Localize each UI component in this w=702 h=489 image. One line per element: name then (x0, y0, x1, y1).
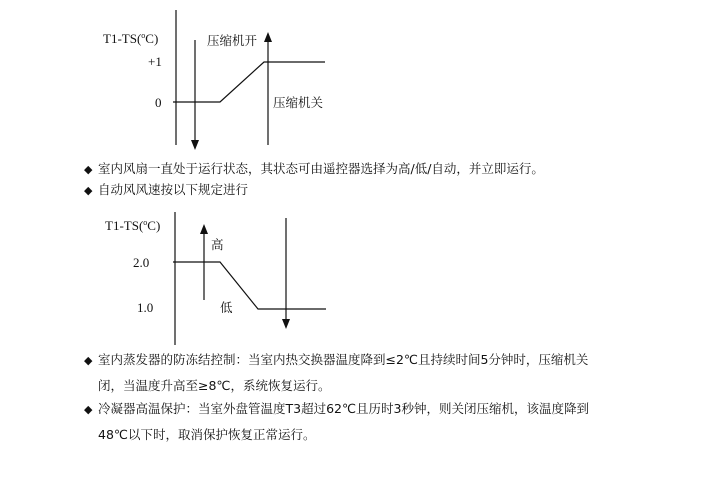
compressor-on-label: 压缩机开 (207, 33, 258, 48)
down-arrow-icon (282, 319, 290, 329)
paragraph-text: 室内风扇一直处于运行状态，其状态可由遥控器选择为高/低/自动，并立即运行。 (98, 161, 544, 176)
diamond-bullet-icon: ◆ (84, 354, 93, 367)
diamond-bullet-icon: ◆ (84, 163, 93, 176)
diagram2-tick-low: 1.0 (137, 300, 154, 315)
up-arrow-icon (200, 224, 208, 234)
fan-high-label: 高 (211, 237, 224, 252)
paragraph-text: 闭，当温度升高至≥8℃，系统恢复运行。 (98, 378, 331, 393)
compressor-off-label: 压缩机关 (273, 95, 324, 110)
diamond-bullet-icon: ◆ (84, 184, 93, 197)
diagram1-tick-low: 0 (155, 95, 162, 110)
diagram2-ylabel: T1-TS($^o$C) (105, 218, 161, 233)
diamond-bullet-icon: ◆ (84, 403, 93, 416)
paragraph-text: 冷凝器高温保护：当室外盘管温度T3超过62℃且历时3秒钟，则关闭压缩机，该温度降到 (98, 401, 589, 416)
paragraph-text: 室内蒸发器的防冻结控制：当室内热交换器温度降到≤2℃且持续时间5分钟时，压缩机关 (98, 352, 589, 367)
diagram2-tick-high: 2.0 (133, 255, 150, 270)
diagram2-curve (173, 262, 326, 309)
paragraph-antifreeze (84, 347, 644, 398)
paragraph-condenser-protection (84, 396, 644, 447)
paragraph-text: 自动风风速按以下规定进行 (98, 182, 249, 197)
diagram1-tick-high: +1 (148, 54, 162, 69)
fan-low-label: 低 (220, 300, 233, 315)
paragraph-text: 48℃以下时，取消保护恢复正常运行。 (98, 427, 316, 442)
diagram1-ylabel: T1-TS($^o$C) (103, 31, 159, 46)
